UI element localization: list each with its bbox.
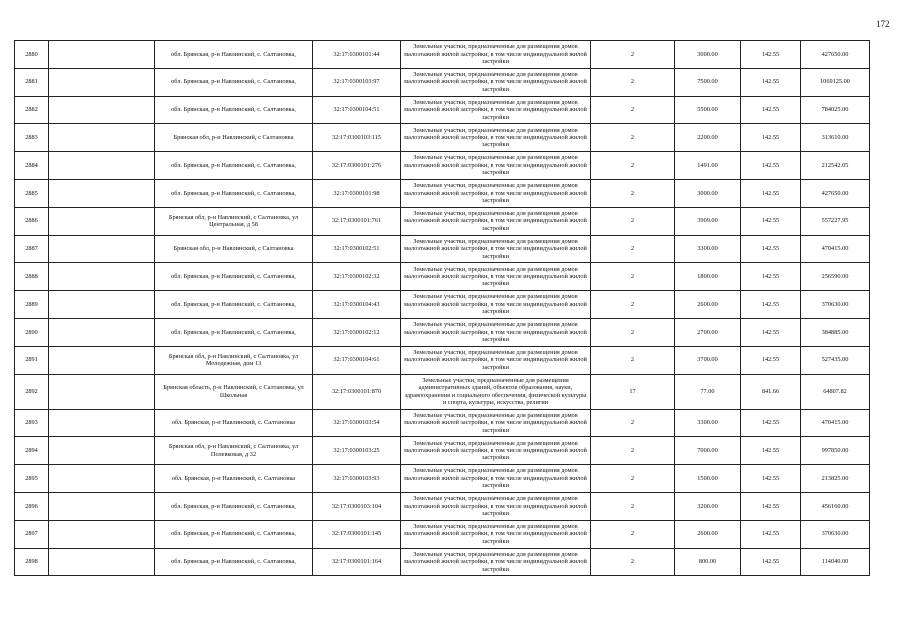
address-cell: обл. Брянская, р-н Навлинский, с. Салтановка, — [155, 96, 313, 124]
row-number-cell: 2898 — [15, 548, 49, 576]
cadastral-value-cell: 557227.95 — [801, 207, 870, 235]
table-row — [15, 291, 870, 319]
blank-cell — [49, 179, 155, 207]
blank-cell — [49, 520, 155, 548]
area-cell: 1800.00 — [675, 263, 741, 291]
row-number-cell: 2887 — [15, 235, 49, 263]
unit-value-cell: 142.55 — [741, 409, 801, 437]
cadastral-value-cell: 256590.00 — [801, 263, 870, 291]
blank-cell — [49, 318, 155, 346]
blank-cell — [49, 152, 155, 180]
group-cell: 2 — [591, 96, 675, 124]
land-use-cell: Земельные участки, предназначенные для размещения административных зданий, объектов образования, науки, здравоохранения и социального обеспечения, физической культуры и спорта, культуры, искусства, религии — [401, 374, 591, 409]
table-row — [15, 409, 870, 437]
address-cell: Брянская область, р-н Навлинский, с Салтановка, ул Школьная — [155, 374, 313, 409]
blank-cell — [49, 263, 155, 291]
cadastral-value-cell: 213825.00 — [801, 465, 870, 493]
cadastral-value-cell: 64807.82 — [801, 374, 870, 409]
cadastral-number-cell: 32:17:0300101:44 — [313, 41, 401, 69]
row-number-cell: 2896 — [15, 492, 49, 520]
cadastral-number-cell: 32:17:0300101:98 — [313, 179, 401, 207]
address-cell: обл. Брянская, р-н Навлинский, с. Салтановка, — [155, 263, 313, 291]
unit-value-cell: 142.55 — [741, 235, 801, 263]
group-cell: 2 — [591, 68, 675, 96]
blank-cell — [49, 291, 155, 319]
table-row — [15, 207, 870, 235]
area-cell: 77.00 — [675, 374, 741, 409]
address-cell: обл. Брянская, р-н Навлинский, с. Салтановка, — [155, 152, 313, 180]
unit-value-cell: 142.55 — [741, 520, 801, 548]
blank-cell — [49, 409, 155, 437]
address-cell: Брянская обл, р-н Навлинский, с Салтановка — [155, 124, 313, 152]
cadastral-value-cell: 427650.00 — [801, 179, 870, 207]
unit-value-cell: 142.55 — [741, 291, 801, 319]
table-row — [15, 437, 870, 465]
table-row — [15, 346, 870, 374]
unit-value-cell: 142.55 — [741, 207, 801, 235]
page-number: 172 — [876, 19, 890, 29]
address-cell: обл. Брянская, р-н Навлинский, с. Салтановка — [155, 465, 313, 493]
address-cell: обл. Брянская, р-н Навлинский, с. Салтановка — [155, 409, 313, 437]
unit-value-cell: 142.55 — [741, 492, 801, 520]
row-number-cell: 2889 — [15, 291, 49, 319]
table-body — [15, 41, 870, 576]
area-cell: 2600.00 — [675, 520, 741, 548]
cadastral-registry-table — [14, 40, 870, 576]
land-use-cell: Земельные участки, предназначенные для размещения домов малоэтажной жилой застройки, в том числе индивидуальной жилой застройки — [401, 291, 591, 319]
table-row — [15, 492, 870, 520]
address-cell: Брянская обл, р-н Навлинский, с Салтановка, ул Молодежная, дом 13 — [155, 346, 313, 374]
area-cell: 2200.00 — [675, 124, 741, 152]
cadastral-number-cell: 32:17:0300101:761 — [313, 207, 401, 235]
unit-value-cell: 841.66 — [741, 374, 801, 409]
row-number-cell: 2897 — [15, 520, 49, 548]
unit-value-cell: 142.55 — [741, 318, 801, 346]
blank-cell — [49, 96, 155, 124]
cadastral-value-cell: 370630.00 — [801, 520, 870, 548]
unit-value-cell: 142.55 — [741, 152, 801, 180]
address-cell: обл. Брянская, р-н Навлинский, с. Салтановка, — [155, 68, 313, 96]
blank-cell — [49, 346, 155, 374]
blank-cell — [49, 68, 155, 96]
blank-cell — [49, 374, 155, 409]
land-use-cell: Земельные участки, предназначенные для размещения домов малоэтажной жилой застройки, в том числе индивидуальной жилой застройки — [401, 207, 591, 235]
cadastral-number-cell: 32:17:0300101:870 — [313, 374, 401, 409]
cadastral-number-cell: 32:17:0300104:51 — [313, 96, 401, 124]
table-row — [15, 41, 870, 69]
land-use-cell: Земельные участки, предназначенные для размещения домов малоэтажной жилой застройки, в том числе индивидуальной жилой застройки — [401, 152, 591, 180]
unit-value-cell: 142.55 — [741, 68, 801, 96]
unit-value-cell: 142.55 — [741, 548, 801, 576]
cadastral-value-cell: 212542.05 — [801, 152, 870, 180]
unit-value-cell: 142.55 — [741, 124, 801, 152]
cadastral-number-cell: 32:17:0300101:145 — [313, 520, 401, 548]
cadastral-value-cell: 427650.00 — [801, 41, 870, 69]
row-number-cell: 2891 — [15, 346, 49, 374]
row-number-cell: 2892 — [15, 374, 49, 409]
area-cell: 1491.00 — [675, 152, 741, 180]
land-use-cell: Земельные участки, предназначенные для размещения домов малоэтажной жилой застройки, в том числе индивидуальной жилой застройки — [401, 68, 591, 96]
land-use-cell: Земельные участки, предназначенные для размещения домов малоэтажной жилой застройки, в том числе индивидуальной жилой застройки — [401, 318, 591, 346]
group-cell: 2 — [591, 409, 675, 437]
group-cell: 17 — [591, 374, 675, 409]
cadastral-number-cell: 32:17:0300101:276 — [313, 152, 401, 180]
group-cell: 2 — [591, 291, 675, 319]
cadastral-number-cell: 32:17:0300103:54 — [313, 409, 401, 437]
table-row — [15, 152, 870, 180]
cadastral-number-cell: 32:17:0300103:115 — [313, 124, 401, 152]
area-cell: 2600.00 — [675, 291, 741, 319]
row-number-cell: 2886 — [15, 207, 49, 235]
unit-value-cell: 142.55 — [741, 96, 801, 124]
cadastral-value-cell: 997850.00 — [801, 437, 870, 465]
unit-value-cell: 142.55 — [741, 179, 801, 207]
land-use-cell: Земельные участки, предназначенные для размещения домов малоэтажной жилой застройки, в том числе индивидуальной жилой застройки — [401, 409, 591, 437]
blank-cell — [49, 207, 155, 235]
land-use-cell: Земельные участки, предназначенные для размещения домов малоэтажной жилой застройки, в том числе индивидуальной жилой застройки — [401, 492, 591, 520]
group-cell: 2 — [591, 465, 675, 493]
cadastral-number-cell: 32:17:0300103:104 — [313, 492, 401, 520]
land-use-cell: Земельные участки, предназначенные для размещения домов малоэтажной жилой застройки, в том числе индивидуальной жилой застройки — [401, 437, 591, 465]
row-number-cell: 2884 — [15, 152, 49, 180]
table-row — [15, 520, 870, 548]
cadastral-value-cell: 313610.00 — [801, 124, 870, 152]
table-row — [15, 465, 870, 493]
address-cell: обл. Брянская, р-н Навлинский, с. Салтановка, — [155, 41, 313, 69]
area-cell: 3909.00 — [675, 207, 741, 235]
land-use-cell: Земельные участки, предназначенные для размещения домов малоэтажной жилой застройки, в том числе индивидуальной жилой застройки — [401, 96, 591, 124]
unit-value-cell: 142.55 — [741, 437, 801, 465]
address-cell: Брянская обл, р-н Навлинский, с Салтановка, ул Центральная, д 58 — [155, 207, 313, 235]
area-cell: 3000.00 — [675, 179, 741, 207]
row-number-cell: 2885 — [15, 179, 49, 207]
table-row — [15, 548, 870, 576]
unit-value-cell: 142.55 — [741, 465, 801, 493]
land-use-cell: Земельные участки, предназначенные для размещения домов малоэтажной жилой застройки, в том числе индивидуальной жилой застройки — [401, 520, 591, 548]
address-cell: Брянская обл, р-н Навлинский, с Салтановка, ул Полевковая, д 32 — [155, 437, 313, 465]
area-cell: 3300.00 — [675, 409, 741, 437]
cadastral-number-cell: 32:17:0300102:12 — [313, 318, 401, 346]
area-cell: 1500.00 — [675, 465, 741, 493]
blank-cell — [49, 465, 155, 493]
cadastral-value-cell: 470415.00 — [801, 235, 870, 263]
table-row — [15, 68, 870, 96]
land-use-cell: Земельные участки, предназначенные для размещения домов малоэтажной жилой застройки, в том числе индивидуальной жилой застройки — [401, 179, 591, 207]
row-number-cell: 2882 — [15, 96, 49, 124]
address-cell: обл. Брянская, р-н Навлинский, с. Салтановка, — [155, 492, 313, 520]
land-use-cell: Земельные участки, предназначенные для размещения домов малоэтажной жилой застройки, в том числе индивидуальной жилой застройки — [401, 465, 591, 493]
cadastral-number-cell: 32:17:0300102:32 — [313, 263, 401, 291]
row-number-cell: 2880 — [15, 41, 49, 69]
group-cell: 2 — [591, 152, 675, 180]
group-cell: 2 — [591, 346, 675, 374]
row-number-cell: 2888 — [15, 263, 49, 291]
row-number-cell: 2893 — [15, 409, 49, 437]
area-cell: 3200.00 — [675, 492, 741, 520]
row-number-cell: 2881 — [15, 68, 49, 96]
cadastral-value-cell: 470415.00 — [801, 409, 870, 437]
table-row — [15, 374, 870, 409]
blank-cell — [49, 124, 155, 152]
cadastral-number-cell: 32:17:0300103:93 — [313, 465, 401, 493]
blank-cell — [49, 492, 155, 520]
area-cell: 3300.00 — [675, 235, 741, 263]
table-row — [15, 124, 870, 152]
address-cell: обл. Брянская, р-н Навлинский, с. Салтановка, — [155, 291, 313, 319]
row-number-cell: 2883 — [15, 124, 49, 152]
table-row — [15, 179, 870, 207]
group-cell: 2 — [591, 437, 675, 465]
blank-cell — [49, 235, 155, 263]
cadastral-value-cell: 527435.00 — [801, 346, 870, 374]
cadastral-number-cell: 32:17:0300104:61 — [313, 346, 401, 374]
cadastral-number-cell: 32:17:0300103:97 — [313, 68, 401, 96]
row-number-cell: 2895 — [15, 465, 49, 493]
unit-value-cell: 142.55 — [741, 346, 801, 374]
group-cell: 2 — [591, 179, 675, 207]
cadastral-number-cell: 32:17:0300104:43 — [313, 291, 401, 319]
cadastral-value-cell: 1069125.00 — [801, 68, 870, 96]
land-use-cell: Земельные участки, предназначенные для размещения домов малоэтажной жилой застройки, в том числе индивидуальной жилой застройки — [401, 346, 591, 374]
cadastral-value-cell: 114040.00 — [801, 548, 870, 576]
land-use-cell: Земельные участки, предназначенные для размещения домов малоэтажной жилой застройки, в том числе индивидуальной жилой застройки — [401, 548, 591, 576]
cadastral-number-cell: 32:17:0300101:164 — [313, 548, 401, 576]
land-use-cell: Земельные участки, предназначенные для размещения домов малоэтажной жилой застройки, в том числе индивидуальной жилой застройки — [401, 235, 591, 263]
group-cell: 2 — [591, 318, 675, 346]
area-cell: 5500.00 — [675, 96, 741, 124]
cadastral-value-cell: 384885.00 — [801, 318, 870, 346]
blank-cell — [49, 437, 155, 465]
group-cell: 2 — [591, 41, 675, 69]
address-cell: обл. Брянская, р-н Навлинский, с. Салтановка, — [155, 520, 313, 548]
blank-cell — [49, 548, 155, 576]
group-cell: 2 — [591, 520, 675, 548]
group-cell: 2 — [591, 263, 675, 291]
cadastral-number-cell: 32:17:0300102:51 — [313, 235, 401, 263]
group-cell: 2 — [591, 548, 675, 576]
row-number-cell: 2894 — [15, 437, 49, 465]
table-row — [15, 235, 870, 263]
area-cell: 800.00 — [675, 548, 741, 576]
group-cell: 2 — [591, 207, 675, 235]
table-row — [15, 318, 870, 346]
address-cell: Брянская обл, р-н Навлинский, с Салтановка — [155, 235, 313, 263]
area-cell: 2700.00 — [675, 318, 741, 346]
blank-cell — [49, 41, 155, 69]
cadastral-value-cell: 456160.00 — [801, 492, 870, 520]
area-cell: 3000.00 — [675, 41, 741, 69]
land-use-cell: Земельные участки, предназначенные для размещения домов малоэтажной жилой застройки, в том числе индивидуальной жилой застройки — [401, 41, 591, 69]
area-cell: 7000.00 — [675, 437, 741, 465]
group-cell: 2 — [591, 124, 675, 152]
table-row — [15, 263, 870, 291]
group-cell: 2 — [591, 492, 675, 520]
area-cell: 7500.00 — [675, 68, 741, 96]
address-cell: обл. Брянская, р-н Навлинский, с. Салтановка, — [155, 318, 313, 346]
land-use-cell: Земельные участки, предназначенные для размещения домов малоэтажной жилой застройки, в том числе индивидуальной жилой застройки — [401, 124, 591, 152]
cadastral-number-cell: 32:17:0300103:25 — [313, 437, 401, 465]
unit-value-cell: 142.55 — [741, 263, 801, 291]
cadastral-value-cell: 784025.00 — [801, 96, 870, 124]
area-cell: 3700.00 — [675, 346, 741, 374]
cadastral-value-cell: 370630.00 — [801, 291, 870, 319]
address-cell: обл. Брянская, р-н Навлинский, с. Салтановка, — [155, 179, 313, 207]
unit-value-cell: 142.55 — [741, 41, 801, 69]
land-use-cell: Земельные участки, предназначенные для размещения домов малоэтажной жилой застройки, в том числе индивидуальной жилой застройки — [401, 263, 591, 291]
address-cell: обл. Брянская, р-н Навлинский, с. Салтановка, — [155, 548, 313, 576]
row-number-cell: 2890 — [15, 318, 49, 346]
group-cell: 2 — [591, 235, 675, 263]
table-row — [15, 96, 870, 124]
